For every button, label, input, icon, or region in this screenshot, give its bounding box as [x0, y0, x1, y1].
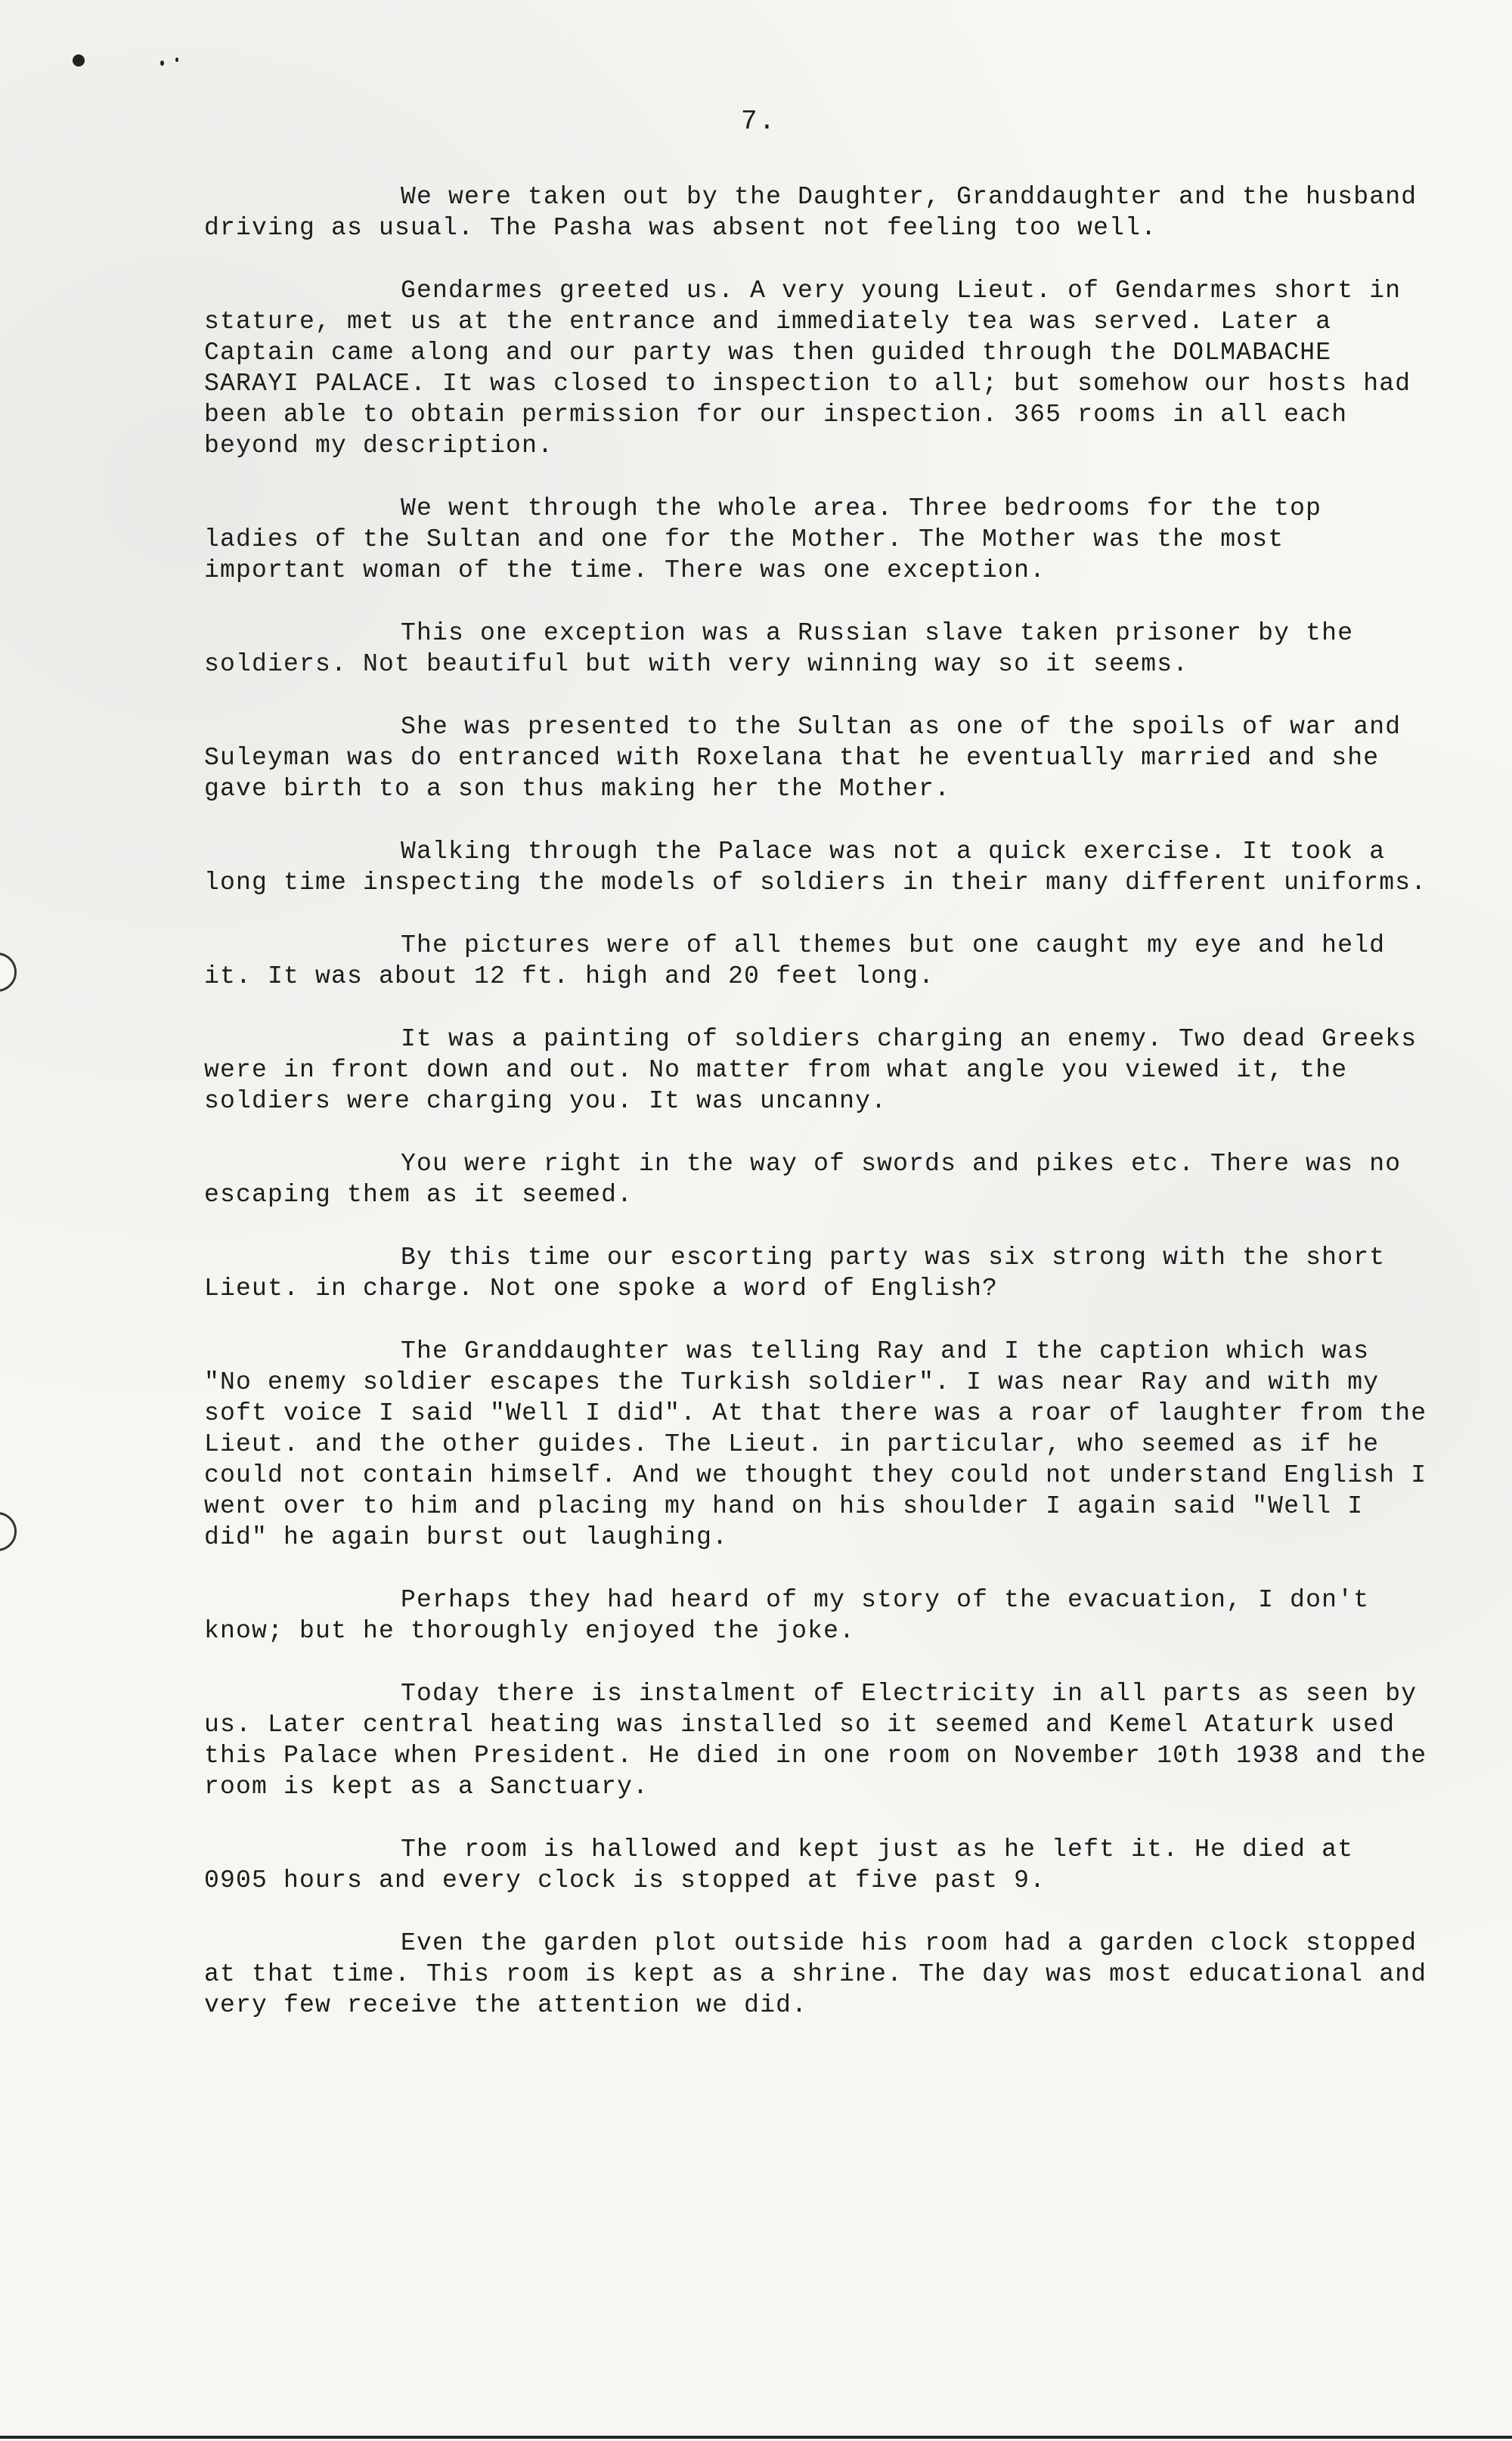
ink-speck — [175, 57, 178, 62]
paragraph: The pictures were of all themes but one caught my eye and held it. It was about 12 ft. high and 20 feet long. — [204, 931, 1386, 990]
paragraph: This one exception was a Russian slave taken prisoner by the soldiers. Not beautiful but with very winning way so it seems. — [204, 619, 1354, 678]
paragraph: By this time our escorting party was six strong with the short Lieut. in charge. Not one spoke a word of English? — [204, 1244, 1386, 1303]
paragraph: We were taken out by the Daughter, Granddaughter and the husband driving as usual. The Pasha was absent not feeling too well. — [204, 183, 1418, 242]
page-number: 7. — [741, 106, 777, 137]
ink-speck — [160, 60, 164, 66]
page-bottom-edge — [0, 2436, 1512, 2439]
paragraph: We went through the whole area. Three bedrooms for the top ladies of the Sultan and one for the Mother. The Mother was the most important woman of the time. There was one exception. — [204, 494, 1322, 584]
paragraph: Perhaps they had heard of my story of the evacuation, I don't know; but he thoroughly enjoyed the joke. — [204, 1586, 1370, 1645]
paragraph: Even the garden plot outside his room had a garden clock stopped at that time. This room is kept as a shrine. The day was most educational and very few receive the attention we did. — [204, 1929, 1427, 2019]
paragraph: Walking through the Palace was not a quick exercise. It took a long time inspecting the models of soldiers in their many different uniforms. — [204, 838, 1427, 897]
ink-speck — [73, 54, 85, 67]
document-body — [204, 181, 1429, 2052]
paragraph: You were right in the way of swords and pikes etc. There was no escaping them as it seemed. — [204, 1150, 1402, 1209]
paragraph: Gendarmes greeted us. A very young Lieut. of Gendarmes short in stature, met us at the entrance and immediately tea was served. Later a Captain came along and our party was then guided through the DOLMABACHE SARAYI PALACE. It was closed to inspection to all; but somehow our hosts had been able to obtain permission for our inspection. 365 rooms in all each beyond my description. — [204, 277, 1411, 460]
paragraph: The room is hallowed and kept just as he left it. He died at 0905 hours and every clock is stopped at five past 9. — [204, 1835, 1354, 1894]
binder-hole-mark — [0, 953, 17, 992]
binder-hole-mark — [0, 1512, 17, 1551]
paragraph: It was a painting of soldiers charging an enemy. Two dead Greeks were in front down and out. No matter from what angle you viewed it, the soldiers were charging you. It was uncanny. — [204, 1025, 1418, 1115]
paragraph: Today there is instalment of Electricity in all parts as seen by us. Later central heating was installed so it seemed and Kemel Ataturk used this Palace when President. He died in one room on November 10th 1938 and the room is kept as a Sanctuary. — [204, 1680, 1427, 1801]
paragraph: She was presented to the Sultan as one of the spoils of war and Suleyman was do entranced with Roxelana that he eventually married and she gave birth to a son thus making her the Mother. — [204, 713, 1402, 803]
paragraph: The Granddaughter was telling Ray and I the caption which was "No enemy soldier escapes the Turkish soldier". I was near Ray and with my soft voice I said "Well I did". At that there was a roar of laughter from the Lieut. and the other guides. The Lieut. in particular, who seemed as if he could not contain himself. And we thought they could not understand English I went over to him and placing my hand on his shoulder I again said "Well I did" he again burst out laughing. — [204, 1337, 1427, 1551]
